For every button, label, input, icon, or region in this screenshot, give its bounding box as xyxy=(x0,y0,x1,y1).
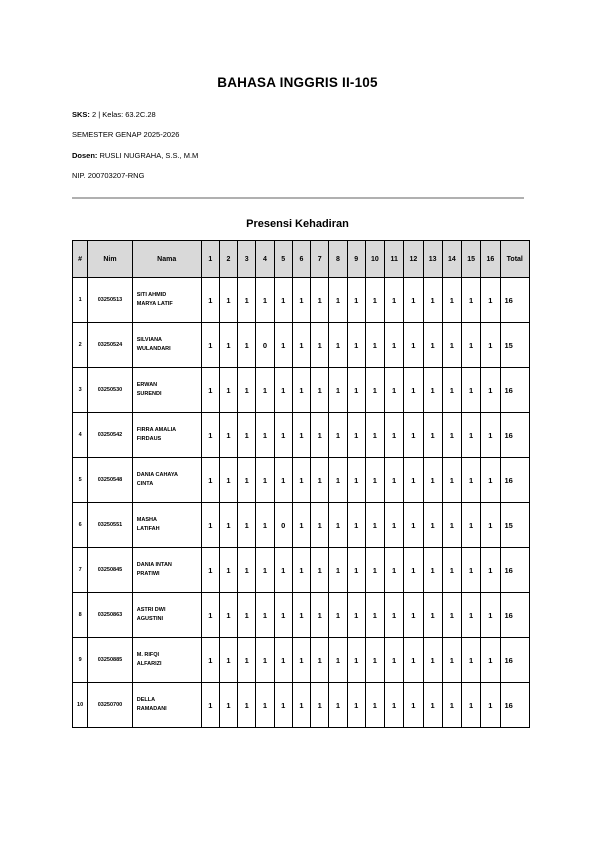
attendance-cell: 1 xyxy=(274,278,292,323)
attendance-cell: 1 xyxy=(311,503,329,548)
attendance-cell: 1 xyxy=(219,278,237,323)
attendance-cell: 1 xyxy=(201,278,219,323)
dosen-value: RUSLI NUGRAHA, S.S., M.M xyxy=(99,151,199,160)
attendance-cell: 1 xyxy=(256,683,274,728)
attendance-cell: 1 xyxy=(311,278,329,323)
student-name-line: RAMADANI xyxy=(136,706,167,712)
student-name xyxy=(132,548,201,593)
table-row xyxy=(73,368,530,413)
student-name-line: ALFARIZI xyxy=(136,661,162,667)
student-name-line: MASHA xyxy=(136,517,157,524)
attendance-cell: 1 xyxy=(201,368,219,413)
column-header: 5 xyxy=(274,241,292,278)
column-header: Nim xyxy=(88,241,133,278)
attendance-total: 15 xyxy=(500,323,529,368)
attendance-cell: 1 xyxy=(201,593,219,638)
sks-label: SKS: xyxy=(72,110,90,119)
attendance-cell: 1 xyxy=(311,638,329,683)
attendance-cell: 1 xyxy=(201,638,219,683)
attendance-cell: 1 xyxy=(219,368,237,413)
student-name xyxy=(132,503,201,548)
attendance-cell: 1 xyxy=(481,413,500,458)
divider xyxy=(72,197,524,199)
attendance-cell: 1 xyxy=(365,593,384,638)
row-number: 2 xyxy=(73,323,88,368)
attendance-cell: 1 xyxy=(385,413,404,458)
attendance-cell: 1 xyxy=(423,548,442,593)
attendance-cell: 1 xyxy=(442,368,461,413)
nip-line: NIP. 200703207-RNG xyxy=(72,171,145,180)
attendance-cell: 1 xyxy=(238,593,256,638)
student-name-line: FIRDAUS xyxy=(136,436,162,442)
attendance-cell: 1 xyxy=(256,638,274,683)
table-row xyxy=(73,503,530,548)
attendance-cell: 1 xyxy=(347,458,365,503)
table-body xyxy=(73,278,530,728)
row-number: 7 xyxy=(73,548,88,593)
attendance-cell: 1 xyxy=(238,323,256,368)
attendance-cell: 1 xyxy=(442,593,461,638)
attendance-cell: 1 xyxy=(423,278,442,323)
attendance-cell: 1 xyxy=(238,638,256,683)
attendance-cell: 1 xyxy=(201,503,219,548)
attendance-cell: 1 xyxy=(347,323,365,368)
attendance-cell: 1 xyxy=(385,548,404,593)
student-name xyxy=(132,458,201,503)
student-nim: 03250700 xyxy=(88,683,133,728)
attendance-cell: 1 xyxy=(238,368,256,413)
attendance-cell: 1 xyxy=(404,503,423,548)
attendance-cell: 1 xyxy=(462,593,481,638)
column-header: Nama xyxy=(132,241,201,278)
attendance-cell: 1 xyxy=(481,368,500,413)
column-header: 9 xyxy=(347,241,365,278)
column-header: Total xyxy=(500,241,529,278)
dosen-line xyxy=(72,151,198,160)
attendance-cell: 1 xyxy=(423,683,442,728)
attendance-cell: 1 xyxy=(404,413,423,458)
attendance-cell: 1 xyxy=(404,368,423,413)
attendance-cell: 1 xyxy=(201,458,219,503)
attendance-cell: 1 xyxy=(311,593,329,638)
attendance-cell: 1 xyxy=(347,638,365,683)
student-name-line: CINTA xyxy=(136,481,154,487)
attendance-cell: 1 xyxy=(423,368,442,413)
attendance-cell: 1 xyxy=(292,638,310,683)
attendance-cell: 1 xyxy=(442,638,461,683)
attendance-total: 16 xyxy=(500,593,529,638)
attendance-cell: 1 xyxy=(365,368,384,413)
attendance-cell: 1 xyxy=(365,278,384,323)
attendance-total: 16 xyxy=(500,368,529,413)
attendance-cell: 1 xyxy=(423,593,442,638)
student-name-line: DANIA CAHAYA xyxy=(136,472,179,479)
student-name-line: DELLA xyxy=(136,697,156,704)
attendance-total: 16 xyxy=(500,683,529,728)
attendance-cell: 1 xyxy=(347,683,365,728)
student-name-line: SILVIANA xyxy=(136,337,163,344)
attendance-cell: 1 xyxy=(462,278,481,323)
attendance-cell: 1 xyxy=(274,638,292,683)
attendance-cell: 1 xyxy=(256,503,274,548)
attendance-cell: 1 xyxy=(404,458,423,503)
student-name xyxy=(132,683,201,728)
attendance-cell: 1 xyxy=(329,638,347,683)
attendance-cell: 1 xyxy=(481,683,500,728)
row-number: 3 xyxy=(73,368,88,413)
attendance-table xyxy=(72,240,530,728)
student-name xyxy=(132,638,201,683)
attendance-cell: 1 xyxy=(292,368,310,413)
student-name-line: PRATIWI xyxy=(136,571,160,577)
attendance-cell: 1 xyxy=(292,503,310,548)
attendance-cell: 1 xyxy=(481,278,500,323)
attendance-cell: 1 xyxy=(404,638,423,683)
column-header: 16 xyxy=(481,241,500,278)
attendance-cell: 1 xyxy=(274,323,292,368)
student-nim: 03250551 xyxy=(88,503,133,548)
attendance-cell: 1 xyxy=(347,368,365,413)
row-number: 9 xyxy=(73,638,88,683)
attendance-cell: 1 xyxy=(219,413,237,458)
attendance-cell: 1 xyxy=(442,413,461,458)
column-header: 10 xyxy=(365,241,384,278)
attendance-cell: 1 xyxy=(256,548,274,593)
attendance-cell: 1 xyxy=(347,413,365,458)
attendance-cell: 1 xyxy=(481,548,500,593)
attendance-cell: 1 xyxy=(404,548,423,593)
attendance-cell: 1 xyxy=(385,683,404,728)
attendance-cell: 1 xyxy=(219,458,237,503)
student-name xyxy=(132,593,201,638)
attendance-cell: 1 xyxy=(462,323,481,368)
attendance-total: 16 xyxy=(500,278,529,323)
attendance-cell: 1 xyxy=(311,548,329,593)
attendance-cell: 1 xyxy=(219,638,237,683)
student-name-line: ERWAN xyxy=(136,382,158,389)
table-header-row xyxy=(73,241,530,278)
attendance-cell: 1 xyxy=(274,413,292,458)
attendance-cell: 1 xyxy=(347,503,365,548)
attendance-cell: 1 xyxy=(311,413,329,458)
table-row xyxy=(73,458,530,503)
attendance-cell: 1 xyxy=(442,503,461,548)
student-nim: 03250530 xyxy=(88,368,133,413)
student-name xyxy=(132,323,201,368)
column-header: 2 xyxy=(219,241,237,278)
attendance-cell: 1 xyxy=(481,503,500,548)
student-name-line: SURENDI xyxy=(136,391,162,397)
attendance-cell: 1 xyxy=(201,413,219,458)
column-header: 6 xyxy=(292,241,310,278)
attendance-cell: 1 xyxy=(329,413,347,458)
student-name-line: AGUSTINI xyxy=(136,616,164,622)
attendance-cell: 1 xyxy=(365,548,384,593)
attendance-cell: 1 xyxy=(423,323,442,368)
column-header: 7 xyxy=(311,241,329,278)
attendance-cell: 1 xyxy=(404,323,423,368)
attendance-cell: 1 xyxy=(404,683,423,728)
attendance-cell: 1 xyxy=(462,638,481,683)
attendance-cell: 1 xyxy=(423,503,442,548)
column-header: 14 xyxy=(442,241,461,278)
attendance-cell: 1 xyxy=(238,413,256,458)
attendance-cell: 1 xyxy=(423,638,442,683)
attendance-cell: 1 xyxy=(201,548,219,593)
attendance-cell: 1 xyxy=(329,278,347,323)
attendance-cell: 1 xyxy=(274,368,292,413)
attendance-cell: 1 xyxy=(256,458,274,503)
attendance-cell: 1 xyxy=(329,593,347,638)
attendance-cell: 1 xyxy=(311,368,329,413)
student-name-line: ASTRI DWI xyxy=(136,607,166,614)
attendance-cell: 1 xyxy=(385,278,404,323)
attendance-cell: 1 xyxy=(292,548,310,593)
attendance-cell: 1 xyxy=(365,683,384,728)
attendance-cell: 1 xyxy=(365,413,384,458)
student-nim: 03250548 xyxy=(88,458,133,503)
student-name-line: DANIA INTAN xyxy=(136,562,172,569)
student-nim: 03250542 xyxy=(88,413,133,458)
attendance-cell: 1 xyxy=(238,683,256,728)
sks-kelas-line xyxy=(72,110,156,119)
attendance-cell: 1 xyxy=(462,683,481,728)
attendance-cell: 1 xyxy=(292,323,310,368)
attendance-cell: 1 xyxy=(256,413,274,458)
attendance-cell: 1 xyxy=(385,323,404,368)
attendance-cell: 1 xyxy=(292,278,310,323)
attendance-cell: 1 xyxy=(481,593,500,638)
row-number: 5 xyxy=(73,458,88,503)
attendance-cell: 1 xyxy=(219,503,237,548)
page-title: BAHASA INGGRIS II-105 xyxy=(217,75,378,90)
student-name-line: SITI AHMID xyxy=(136,292,167,299)
attendance-cell: 1 xyxy=(442,323,461,368)
attendance-cell: 1 xyxy=(462,368,481,413)
table-row xyxy=(73,278,530,323)
student-name xyxy=(132,368,201,413)
attendance-cell: 1 xyxy=(256,278,274,323)
attendance-cell: 1 xyxy=(311,458,329,503)
table-row xyxy=(73,683,530,728)
attendance-cell: 1 xyxy=(201,323,219,368)
attendance-cell: 1 xyxy=(385,593,404,638)
student-name-line: LATIFAH xyxy=(136,526,160,532)
attendance-cell: 1 xyxy=(274,683,292,728)
column-header: 12 xyxy=(404,241,423,278)
row-number: 8 xyxy=(73,593,88,638)
attendance-cell: 1 xyxy=(442,548,461,593)
attendance-cell: 1 xyxy=(274,548,292,593)
row-number: 1 xyxy=(73,278,88,323)
table-row xyxy=(73,413,530,458)
attendance-cell: 1 xyxy=(462,458,481,503)
attendance-cell: 1 xyxy=(423,458,442,503)
student-nim: 03250845 xyxy=(88,548,133,593)
attendance-cell: 1 xyxy=(256,368,274,413)
student-name xyxy=(132,278,201,323)
attendance-cell: 1 xyxy=(365,638,384,683)
attendance-cell: 1 xyxy=(385,458,404,503)
attendance-cell: 1 xyxy=(329,548,347,593)
attendance-cell: 1 xyxy=(442,278,461,323)
student-name-line: MARYA LATIF xyxy=(136,301,173,307)
attendance-cell: 1 xyxy=(347,278,365,323)
student-nim: 03250863 xyxy=(88,593,133,638)
column-header: 3 xyxy=(238,241,256,278)
attendance-total: 16 xyxy=(500,458,529,503)
attendance-cell: 1 xyxy=(442,458,461,503)
attendance-cell: 1 xyxy=(365,458,384,503)
column-header: 13 xyxy=(423,241,442,278)
student-name xyxy=(132,413,201,458)
attendance-cell: 1 xyxy=(462,413,481,458)
attendance-cell: 1 xyxy=(329,368,347,413)
attendance-total: 15 xyxy=(500,503,529,548)
table-row xyxy=(73,548,530,593)
attendance-cell: 1 xyxy=(404,278,423,323)
attendance-cell: 1 xyxy=(329,323,347,368)
attendance-cell: 1 xyxy=(385,638,404,683)
attendance-cell: 1 xyxy=(442,683,461,728)
attendance-cell: 1 xyxy=(238,503,256,548)
attendance-cell: 1 xyxy=(219,683,237,728)
student-nim: 03250524 xyxy=(88,323,133,368)
column-header: 1 xyxy=(201,241,219,278)
attendance-cell: 1 xyxy=(481,458,500,503)
table-title: Presensi Kehadiran xyxy=(246,218,349,230)
attendance-cell: 1 xyxy=(404,593,423,638)
attendance-cell: 1 xyxy=(292,593,310,638)
table-row xyxy=(73,323,530,368)
attendance-cell: 1 xyxy=(238,548,256,593)
attendance-cell: 1 xyxy=(238,458,256,503)
table-row xyxy=(73,638,530,683)
dosen-label: Dosen: xyxy=(72,151,98,160)
attendance-cell: 1 xyxy=(292,413,310,458)
attendance-cell: 1 xyxy=(347,548,365,593)
attendance-cell: 1 xyxy=(385,503,404,548)
attendance-cell: 1 xyxy=(481,323,500,368)
column-header: 8 xyxy=(329,241,347,278)
attendance-cell: 1 xyxy=(462,503,481,548)
attendance-total: 16 xyxy=(500,548,529,593)
student-nim: 03250513 xyxy=(88,278,133,323)
attendance-cell: 0 xyxy=(274,503,292,548)
attendance-cell: 1 xyxy=(329,683,347,728)
attendance-cell: 1 xyxy=(238,278,256,323)
semester-line: SEMESTER GENAP 2025-2026 xyxy=(72,130,180,139)
student-nim: 03250885 xyxy=(88,638,133,683)
student-name-line: FIRRA AMALIA xyxy=(136,427,177,434)
column-header: 11 xyxy=(385,241,404,278)
attendance-cell: 1 xyxy=(329,458,347,503)
attendance-cell: 1 xyxy=(365,503,384,548)
attendance-cell: 1 xyxy=(219,593,237,638)
attendance-cell: 1 xyxy=(311,323,329,368)
row-number: 6 xyxy=(73,503,88,548)
attendance-cell: 0 xyxy=(256,323,274,368)
attendance-cell: 1 xyxy=(481,638,500,683)
attendance-cell: 1 xyxy=(292,683,310,728)
row-number: 10 xyxy=(73,683,88,728)
attendance-cell: 1 xyxy=(423,413,442,458)
attendance-cell: 1 xyxy=(219,323,237,368)
attendance-cell: 1 xyxy=(347,593,365,638)
attendance-cell: 1 xyxy=(365,323,384,368)
column-header: 4 xyxy=(256,241,274,278)
attendance-cell: 1 xyxy=(274,458,292,503)
attendance-cell: 1 xyxy=(311,683,329,728)
student-name-line: WULANDARI xyxy=(136,346,171,352)
table-row xyxy=(73,593,530,638)
attendance-total: 16 xyxy=(500,638,529,683)
attendance-cell: 1 xyxy=(256,593,274,638)
attendance-cell: 1 xyxy=(201,683,219,728)
attendance-cell: 1 xyxy=(292,458,310,503)
attendance-cell: 1 xyxy=(329,503,347,548)
row-number: 4 xyxy=(73,413,88,458)
attendance-cell: 1 xyxy=(462,548,481,593)
attendance-cell: 1 xyxy=(219,548,237,593)
attendance-cell: 1 xyxy=(385,368,404,413)
column-header: # xyxy=(73,241,88,278)
attendance-cell: 1 xyxy=(274,593,292,638)
sks-value: 2 | Kelas: 63.2C.28 xyxy=(92,110,156,119)
column-header: 15 xyxy=(462,241,481,278)
student-name-line: M. RIFQI xyxy=(136,652,160,659)
attendance-total: 16 xyxy=(500,413,529,458)
